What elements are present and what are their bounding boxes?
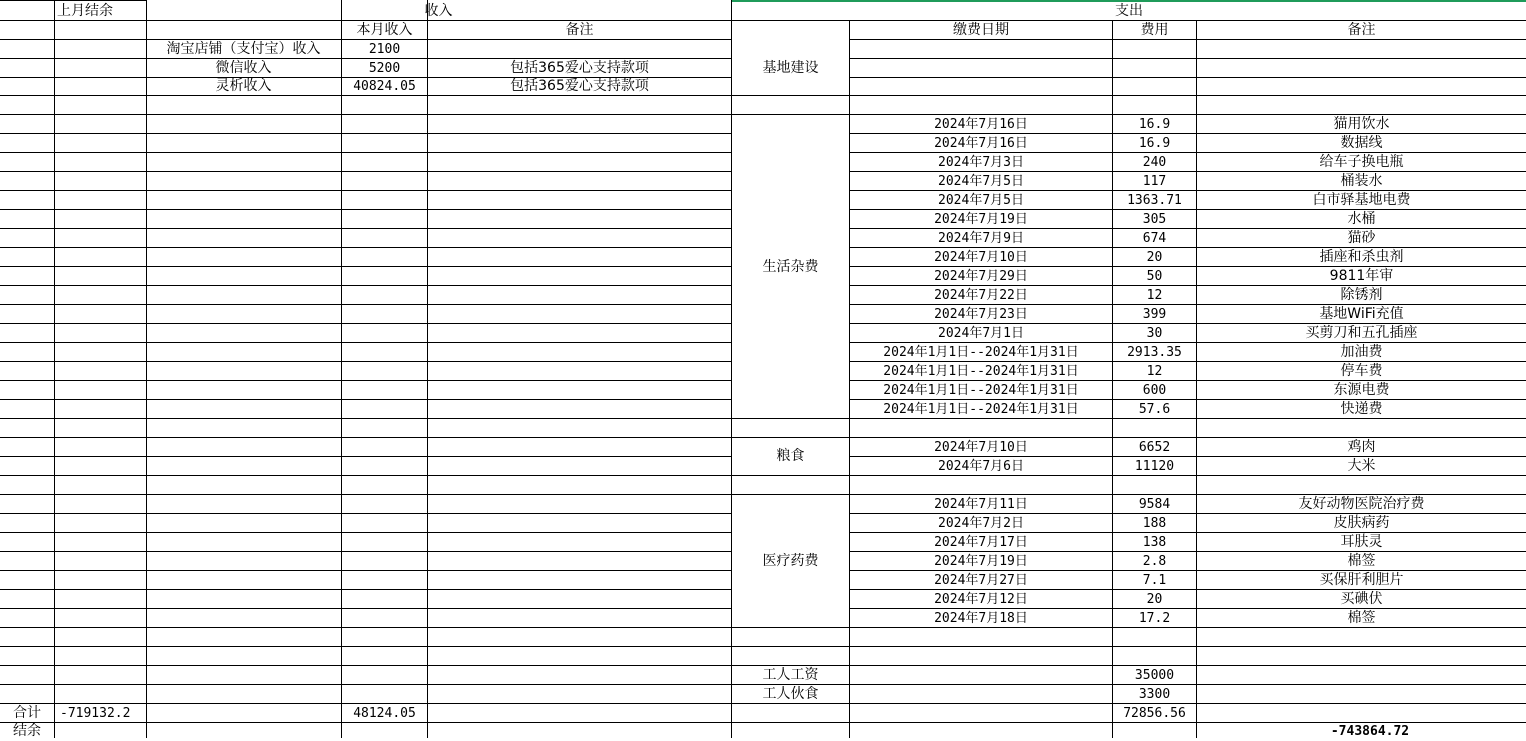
expense-date[interactable]: 2024年7月5日 [938,193,1024,208]
expense-cost[interactable]: 188 [1142,516,1167,531]
grid-hline [0,209,54,210]
expense-date[interactable]: 2024年7月9日 [938,231,1024,246]
meals-label[interactable]: 工人伙食 [762,686,819,702]
grid-hline [0,551,54,552]
expense-note[interactable]: 快递费 [1340,401,1383,417]
expense-date[interactable]: 2024年7月19日 [934,554,1028,569]
grid-hline [0,152,54,153]
grid-hline [0,570,54,571]
expense-note[interactable]: 桶装水 [1340,173,1383,189]
grid-hline [54,209,731,210]
grid-hline [732,646,1526,647]
expense-date[interactable]: 2024年7月23日 [934,307,1028,322]
expense-date[interactable]: 2024年1月1日--2024年1月31日 [883,402,1079,417]
grid-hline [54,152,731,153]
grid-hline [0,133,54,134]
expense-cost[interactable]: 12 [1146,288,1163,303]
grid-hline [0,114,54,115]
grid-hline [0,665,54,666]
expense-note[interactable]: 买剪刀和五孔插座 [1305,325,1418,341]
wages-cost[interactable]: 35000 [1134,668,1175,683]
expense-cost[interactable]: 2913.35 [1127,345,1182,360]
expense-date[interactable]: 2024年7月10日 [934,250,1028,265]
grid-hline [0,399,54,400]
grid-hline [0,589,54,590]
expense-cost[interactable]: 399 [1142,307,1167,322]
income-total[interactable]: 48124.05 [353,706,416,721]
prev-balance-value[interactable]: -719132.2 [60,706,131,721]
expense-note[interactable]: 友好动物医院治疗费 [1298,496,1425,512]
grid-hline [849,58,1526,59]
grid-hline [54,684,731,685]
expense-note[interactable]: 基地WiFi充值 [1319,306,1404,322]
expense-cost[interactable]: 7.1 [1142,573,1167,588]
expense-total[interactable]: 72856.56 [1123,706,1186,721]
category-food[interactable]: 粮食 [776,448,805,464]
expense-note[interactable]: 停车费 [1340,363,1383,379]
grid-hline [0,437,54,438]
expense-cost[interactable]: 57.6 [1138,402,1171,417]
grid-hline [54,456,731,457]
expense-cost[interactable]: 138 [1142,535,1167,550]
grid-hline [54,494,731,495]
expense-date[interactable]: 2024年7月6日 [938,459,1024,474]
grid-hline [0,684,54,685]
expense-note[interactable]: 猫用饮水 [1333,116,1390,132]
expense-note[interactable]: 猫砂 [1347,230,1376,246]
income-note[interactable]: 包括365爱心支持款项 [510,60,649,76]
prev-balance-label[interactable]: 上月结余 [57,3,113,19]
grid-hline [54,418,731,419]
grid-hline [54,551,731,552]
grid-hline [54,247,731,248]
grid-hline [732,95,1526,96]
expense-cost[interactable]: 16.9 [1138,136,1171,151]
expense-note[interactable]: 棉签 [1347,553,1376,569]
expense-date[interactable]: 2024年7月11日 [934,497,1028,512]
expense-note[interactable]: 加油费 [1340,344,1383,360]
expense-note[interactable]: 9811年审 [1329,268,1394,284]
expense-date[interactable]: 2024年7月27日 [934,573,1028,588]
expense-note[interactable]: 水桶 [1347,211,1376,227]
wages-label[interactable]: 工人工资 [762,667,819,683]
grid-hline [849,77,1526,78]
grid-hline [54,228,731,229]
grid-hline [54,570,731,571]
income-amount[interactable]: 40824.05 [353,79,416,94]
category-medical[interactable]: 医疗药费 [762,553,819,569]
expense-date[interactable]: 2024年7月29日 [934,269,1028,284]
total-label[interactable]: 合计 [13,705,41,721]
grid-hline [0,456,54,457]
grid-hline [0,646,54,647]
expense-date[interactable]: 2024年7月17日 [934,535,1028,550]
expense-col-date[interactable]: 缴费日期 [953,22,1009,38]
grid-hline [0,228,54,229]
expense-note[interactable]: 买碘伏 [1340,591,1383,607]
expense-cost[interactable]: 12 [1146,364,1163,379]
expense-date[interactable]: 2024年7月16日 [934,136,1028,151]
grid-hline [0,285,54,286]
expense-cost[interactable]: 9584 [1138,497,1171,512]
grid-hline [54,513,731,514]
income-col-amount[interactable]: 本月收入 [356,22,413,38]
grid-hline [0,342,54,343]
expense-date[interactable]: 2024年7月2日 [938,516,1024,531]
expense-note[interactable]: 除锈剂 [1340,287,1383,303]
grid-hline [54,266,731,267]
income-amount[interactable]: 5200 [368,61,401,76]
grid-hline [0,608,54,609]
income-source[interactable]: 微信收入 [215,60,272,76]
expense-header[interactable]: 支出 [1115,3,1143,19]
grid-hline [0,418,54,419]
category-living[interactable]: 生活杂费 [762,259,819,275]
category-base[interactable]: 基地建设 [762,60,819,76]
expense-cost[interactable]: 20 [1146,592,1163,607]
balance-value[interactable]: -743864.72 [1330,724,1410,739]
grid-hline [54,380,731,381]
grid-hline [0,475,54,476]
expense-cost[interactable]: 30 [1146,326,1163,341]
grid-hline [54,399,731,400]
expense-note[interactable]: 插座和杀虫剂 [1319,249,1404,265]
income-col-note[interactable]: 备注 [565,22,594,38]
expense-cost[interactable]: 20 [1146,250,1163,265]
grid-hline [0,627,54,628]
expense-date[interactable]: 2024年7月18日 [934,611,1028,626]
grid-hline [54,323,731,324]
grid-hline [0,190,54,191]
expense-note[interactable]: 棉签 [1347,610,1376,626]
grid-hline [0,323,54,324]
expense-note[interactable]: 白市驿基地电费 [1312,192,1411,208]
expense-note[interactable]: 给车子换电瓶 [1319,154,1404,170]
grid-hline [54,114,731,115]
grid-hline [54,437,731,438]
grid-hline [0,39,54,40]
expense-date[interactable]: 2024年7月5日 [938,174,1024,189]
expense-note[interactable]: 数据线 [1340,135,1383,151]
income-amount[interactable]: 2100 [368,42,401,57]
balance-label[interactable]: 结余 [13,723,41,739]
meals-cost[interactable]: 3300 [1138,687,1171,702]
expense-cost[interactable]: 16.9 [1138,117,1171,132]
expense-note[interactable]: 鸡肉 [1347,439,1376,455]
expense-date[interactable]: 2024年7月19日 [934,212,1028,227]
grid-hline [54,342,731,343]
grid-hline [54,532,731,533]
expense-cost[interactable]: 2.8 [1142,554,1167,569]
grid-hline [54,133,731,134]
grid-hline [54,285,731,286]
grid-hline [0,77,54,78]
expense-cost[interactable]: 17.2 [1138,611,1171,626]
expense-date[interactable]: 2024年7月16日 [934,117,1028,132]
grid-hline [0,171,54,172]
grid-hline [54,171,731,172]
grid-hline [54,608,731,609]
income-header[interactable]: 收入 [424,3,453,19]
grid-hline [0,532,54,533]
income-source[interactable]: 淘宝店铺（支付宝）收入 [166,41,321,57]
grid-hline [54,190,731,191]
expense-note[interactable]: 大米 [1347,458,1376,474]
grid-hline [0,266,54,267]
grid-hline [54,646,731,647]
grid-hline [54,627,731,628]
expense-date[interactable]: 2024年7月1日 [938,326,1024,341]
grid-hline [54,361,731,362]
expense-date[interactable]: 2024年7月12日 [934,592,1028,607]
expense-note[interactable]: 买保肝利胆片 [1319,572,1404,588]
expense-note[interactable]: 耳肤灵 [1340,534,1383,550]
expense-cost[interactable]: 600 [1142,383,1167,398]
expense-cost[interactable]: 117 [1142,174,1167,189]
grid-hline [54,589,731,590]
grid-hline [0,247,54,248]
expense-date[interactable]: 2024年7月10日 [934,440,1028,455]
expense-cost[interactable]: 305 [1142,212,1167,227]
expense-date[interactable]: 2024年1月1日--2024年1月31日 [883,345,1079,360]
grid-hline [0,494,54,495]
expense-cost[interactable]: 674 [1142,231,1167,246]
expense-note[interactable]: 东源电费 [1333,382,1390,398]
grid-hline [0,513,54,514]
grid-hline [0,95,54,96]
grid-hline [0,58,54,59]
expense-date[interactable]: 2024年1月1日--2024年1月31日 [883,383,1079,398]
grid-hline [0,304,54,305]
expense-cost[interactable]: 1363.71 [1127,193,1182,208]
expense-date[interactable]: 2024年1月1日--2024年1月31日 [883,364,1079,379]
expense-col-cost[interactable]: 费用 [1140,22,1169,38]
income-source[interactable]: 灵析收入 [215,78,272,94]
expense-date[interactable]: 2024年7月3日 [938,155,1024,170]
grid-hline [0,361,54,362]
expense-date[interactable]: 2024年7月22日 [934,288,1028,303]
expense-cost[interactable]: 11120 [1134,459,1175,474]
expense-col-note[interactable]: 备注 [1347,22,1376,38]
expense-cost[interactable]: 240 [1142,155,1167,170]
grid-hline [0,20,54,21]
grid-hline [54,304,731,305]
income-note[interactable]: 包括365爱心支持款项 [510,78,649,94]
expense-cost[interactable]: 50 [1146,269,1163,284]
grid-hline [54,665,731,666]
grid-hline [54,475,731,476]
grid-hline [0,0,146,1]
expense-note[interactable]: 皮肤病药 [1333,515,1390,531]
grid-hline [0,380,54,381]
expense-cost[interactable]: 6652 [1138,440,1171,455]
